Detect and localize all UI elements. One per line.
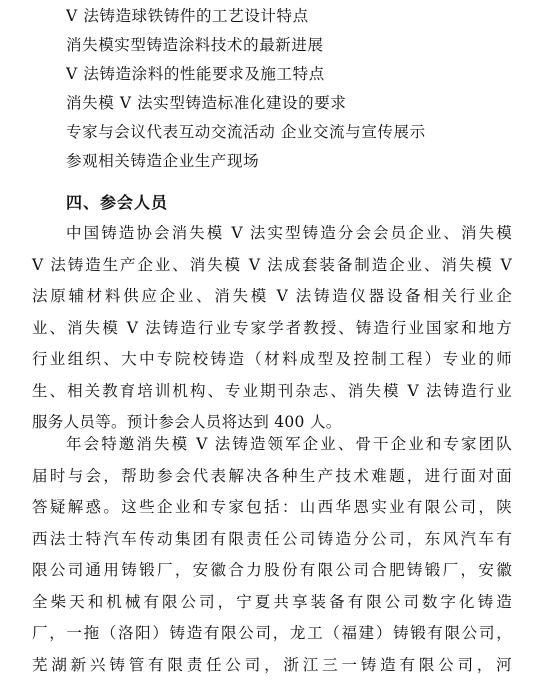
paragraph-line: 厂，一拖（洛阳）铸造有限公司，龙工（福建）铸锻有限公司， — [32, 618, 512, 650]
paragraph-line: V 法铸造生产企业、消失模 V 法成套装备制造企业、消失模 V — [32, 250, 512, 282]
list-item: 消失模实型铸造涂料技术的最新进展 — [66, 31, 516, 60]
list-item: V 法铸造涂料的性能要求及施工特点 — [66, 60, 516, 89]
list-item: 专家与会议代表互动交流活动 企业交流与宣传展示 — [66, 118, 516, 147]
list-item: 参观相关铸造企业生产现场 — [66, 147, 516, 176]
paragraph-line: 服务人员等。预计参会人员将达到 400 人。 — [32, 407, 512, 439]
paragraph-line: 限公司通用铸锻厂，安徽合力股份有限公司合肥铸锻厂，安徽 — [32, 555, 512, 587]
paragraph-line: 年会特邀消失模 V 法铸造领军企业、骨干企业和专家团队 — [32, 429, 512, 461]
topic-list — [66, 2, 516, 176]
paragraph-line: 芜湖新兴铸管有限责任公司，浙江三一铸造有限公司，河 — [32, 650, 512, 681]
list-item: V 法铸造球铁铸件的工艺设计特点 — [66, 2, 516, 31]
paragraph-line: 全柴天和机械有限公司，宁夏共享装备有限公司数字化铸造 — [32, 587, 512, 619]
paragraph-line: 生、相关教育培训机构、专业期刊杂志、消失模 V 法铸造行业 — [32, 376, 512, 408]
participants-paragraph — [32, 218, 512, 439]
paragraph-line: 业、消失模 V 法铸造行业专家学者教授、铸造行业国家和地方 — [32, 313, 512, 345]
paragraph-line: 行业组织、大中专院校铸造（材料成型及控制工程）专业的师 — [32, 344, 512, 376]
invited-experts-paragraph — [32, 429, 512, 681]
paragraph-line: 西法士特汽车传动集团有限责任公司铸造分公司，东风汽车有 — [32, 524, 512, 556]
section-heading: 四、参会人员 — [66, 188, 168, 218]
paragraph-line: 届时与会，帮助参会代表解决各种生产技术难题，进行面对面 — [32, 461, 512, 493]
list-item: 消失模 V 法实型铸造标准化建设的要求 — [66, 89, 516, 118]
paragraph-line: 答疑解惑。这些企业和专家包括：山西华恩实业有限公司，陕 — [32, 492, 512, 524]
paragraph-line: 中国铸造协会消失模 V 法实型铸造分会会员企业、消失模 — [32, 218, 512, 250]
paragraph-line: 法原辅材料供应企业、消失模 V 法铸造仪器设备相关行业企 — [32, 281, 512, 313]
